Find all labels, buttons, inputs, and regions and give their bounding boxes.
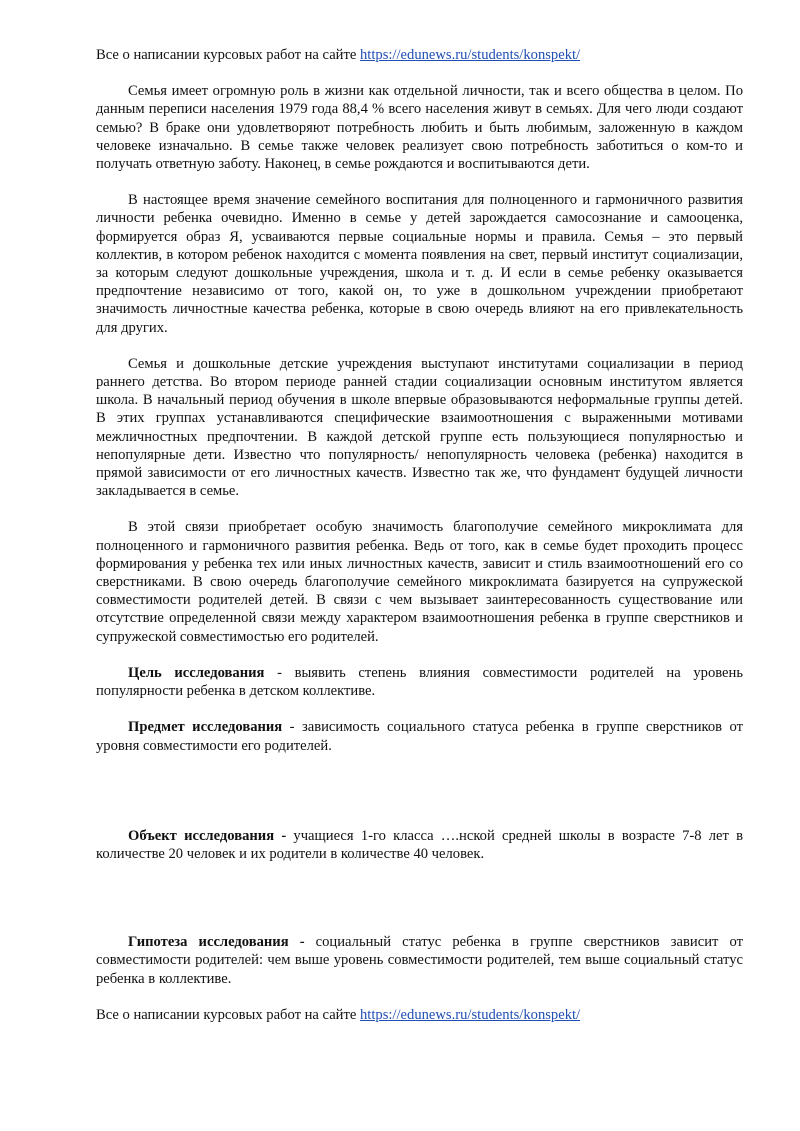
paragraph-socialization: Семья и дошкольные детские учреждения выступают институтами социализации в период раннего детства. Во втором периоде ранней стадии социализации основным институтом является школа. В начальный период обучения в школе впервые образовываются неформальные группы детей. В этих группах устанавливаются специфические взаимоотношения с выраженными мотивами межличностных предпочтении. В каждой детской группе есть пользующиеся популярностью и непопулярные дети. Известно что популярность/ непопулярность человека (ребенка) находится в прямой зависимости от его личностных качеств. Известно так же, что фундамент будущей личности закладывается в семье. [96, 355, 743, 500]
research-object-text: учащиеся 1-го класса ….нской средней школы в возрасте 7-8 лет в количестве 20 человек и их родители в количестве 40 человек. [96, 827, 743, 862]
blank-space [96, 881, 743, 933]
paragraph-family-role: Семья имеет огромную роль в жизни как отдельной личности, так и всего общества в целом. По данным переписи населения 1979 года 88,4 % всего населения живут в семьях. Для чего люди создают семью? В браке они удовлетворяют потребность любить и быть любимым, заложенную в каждом человеке изначально. В семье также человек реализует свою потребность заботиться о ком-то и получать ответную заботу. Наконец, в семье рождаются и воспитываются дети. [96, 83, 743, 173]
research-subject [96, 718, 743, 754]
paragraph-microclimate: В этой связи приобретает особую значимость благополучие семейного микроклимата для полноценного и гармоничного развития ребенка. Ведь от того, как в семье будет проходить процесс формирования у ребенка тех или иных личностных качеств, зависит и стиль взаимоотношений его со сверстниками. В свою очередь благополучие семейного микроклимата базируется на супружеской совместимости родителей детей. В связи с чем вызывает заинтересованность существование или отсутствие определенной связи между характером взаимоотношения ребенка в группе сверстников и супружеской совместимостью его родителей. [96, 519, 743, 645]
research-subject-text: - зависимость социального статуса ребенка в группе сверстников от уровня совместимости его родителей. [96, 719, 743, 754]
header-line [96, 46, 743, 64]
footer-text: Все о написании курсовых работ на сайте [96, 1006, 360, 1023]
header-link[interactable]: https://edunews.ru/students/konspekt/ [360, 47, 581, 63]
research-subject-term: Предмет исследования [128, 719, 283, 736]
header-text: Все о написании курсовых работ на сайте [96, 47, 360, 63]
research-hypothesis-text: социальный статус ребенка в группе сверстников зависит от совместимости родителей: чем выше уровень совместимости родителей, тем выше социальный статус ребенка в коллективе. [96, 934, 743, 987]
document-page [96, 46, 743, 1024]
footer-link[interactable]: https://edunews.ru/students/konspekt/ [360, 1006, 581, 1023]
blank-space [96, 773, 743, 827]
footer-line [96, 1006, 743, 1024]
research-goal-text: - выявить степень влияния совместимости родителей на уровень популярности ребенка в детском коллективе. [96, 664, 743, 700]
research-object-term: Объект исследования - [128, 827, 287, 844]
research-goal [96, 664, 743, 700]
research-object [96, 827, 743, 863]
paragraph-family-upbringing: В настоящее время значение семейного воспитания для полноценного и гармоничного развития личности ребенка очевидно. Именно в семье у детей зарождается самосознание и самооценка, формируется образ Я, усваиваются первые социальные нормы и правила. Семья – это первый коллектив, в котором ребенок находится с момента появления на свет, первый институт социализации, за которым следуют дошкольные учреждения, школа и т. д. И если в семье ребенку оказывается предпочтение независимо от того, какой он, то уже в дошкольном учреждении приобретают значимость личностные качества ребенка, которые в свою очередь влияют на его привлекательность для других. [96, 192, 743, 336]
research-hypothesis-term: Гипотеза исследования - [128, 934, 305, 951]
research-goal-term: Цель исследования [128, 664, 278, 681]
research-hypothesis [96, 933, 743, 988]
